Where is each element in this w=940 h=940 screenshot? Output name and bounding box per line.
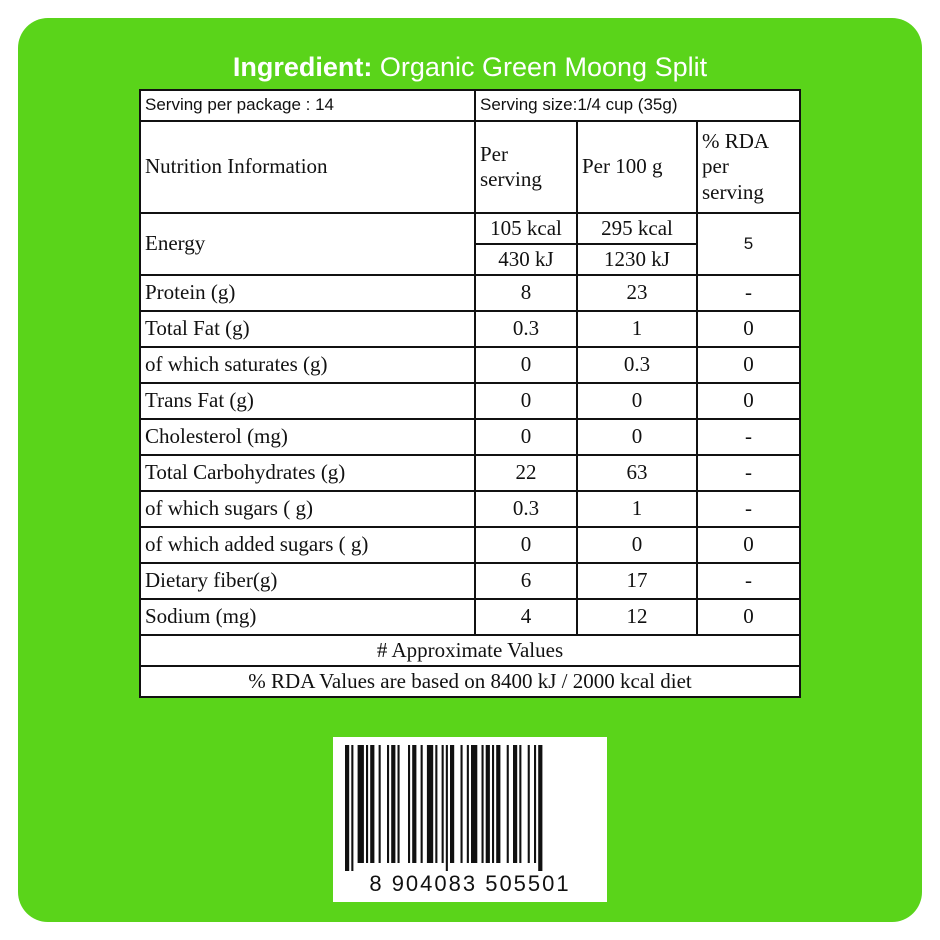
nutrient-rda: - <box>697 275 800 311</box>
barcode-bar <box>538 745 542 871</box>
nutrient-row <box>140 311 800 347</box>
nutrient-row <box>140 419 800 455</box>
nutrient-per-100g: 63 <box>577 455 697 491</box>
nutrient-per-serving: 0.3 <box>475 311 577 347</box>
nutrient-row <box>140 455 800 491</box>
barcode-bar <box>387 745 389 863</box>
nutrient-name: Trans Fat (g) <box>140 383 475 419</box>
nutrient-per-100g: 0 <box>577 419 697 455</box>
serving-per-package: Serving per package : 14 <box>140 90 475 121</box>
nutrient-per-100g: 12 <box>577 599 697 635</box>
nutrient-row <box>140 599 800 635</box>
nutrient-per-serving: 4 <box>475 599 577 635</box>
nutrient-rda: - <box>697 491 800 527</box>
nutrient-rda: 0 <box>697 527 800 563</box>
col-per-serving: Per serving <box>475 121 577 213</box>
energy-kcal-serving: 105 kcal <box>475 213 577 244</box>
energy-kj-100g: 1230 kJ <box>577 244 697 275</box>
nutrient-rda: 0 <box>697 311 800 347</box>
ingredient-heading <box>18 52 922 83</box>
nutrient-name: of which sugars ( g) <box>140 491 475 527</box>
nutrient-per-serving: 0 <box>475 383 577 419</box>
barcode-bar <box>351 745 353 871</box>
barcode-bar <box>398 745 400 863</box>
nutrient-per-100g: 0 <box>577 383 697 419</box>
barcode-bar <box>471 745 477 863</box>
nutrient-name: Cholesterol (mg) <box>140 419 475 455</box>
footnote-approx-row <box>140 635 800 666</box>
footnote-rda-row <box>140 666 800 697</box>
footnote-approx: # Approximate Values <box>140 635 800 666</box>
nutrient-per-serving: 0 <box>475 527 577 563</box>
barcode-bar <box>442 745 444 863</box>
nutrient-per-serving: 8 <box>475 275 577 311</box>
barcode-number: 8 904083 505501 <box>369 871 571 896</box>
nutrient-name: Protein (g) <box>140 275 475 311</box>
barcode-bar <box>421 745 423 863</box>
nutrient-rda: 0 <box>697 347 800 383</box>
nutrient-per-serving: 22 <box>475 455 577 491</box>
nutrient-per-serving: 0.3 <box>475 491 577 527</box>
col-nutrition-information: Nutrition Information <box>140 121 475 213</box>
footnote-rda-basis: % RDA Values are based on 8400 kJ / 2000 kcal diet <box>140 666 800 697</box>
nutrient-per-100g: 17 <box>577 563 697 599</box>
nutrient-name: of which saturates (g) <box>140 347 475 383</box>
label-card <box>18 18 922 922</box>
header-row <box>140 121 800 213</box>
nutrient-row <box>140 275 800 311</box>
barcode-bar <box>461 745 463 863</box>
nutrient-row <box>140 563 800 599</box>
barcode-bar <box>467 745 469 863</box>
nutrient-rda: 0 <box>697 383 800 419</box>
barcode-bar <box>528 745 530 863</box>
barcode-bar <box>370 745 374 863</box>
col-rda: % RDA per serving <box>697 121 800 213</box>
barcode-bar <box>486 745 490 863</box>
serving-row <box>140 90 800 121</box>
nutrition-table <box>139 89 801 698</box>
nutrient-per-serving: 0 <box>475 347 577 383</box>
energy-rda: 5 <box>697 213 800 275</box>
barcode-bar <box>492 745 494 863</box>
barcode-bar <box>534 745 536 863</box>
nutrient-rda: 0 <box>697 599 800 635</box>
energy-label: Energy <box>140 213 475 275</box>
barcode-bar <box>427 745 433 863</box>
barcode-bar <box>391 745 395 863</box>
barcode-bar <box>366 745 368 863</box>
barcode-bar <box>358 745 364 863</box>
nutrient-name: Total Carbohydrates (g) <box>140 455 475 491</box>
barcode-bar <box>450 745 454 863</box>
nutrient-per-100g: 1 <box>577 311 697 347</box>
nutrient-name: Total Fat (g) <box>140 311 475 347</box>
energy-row-kcal <box>140 213 800 244</box>
barcode-bar <box>435 745 437 863</box>
nutrient-rda: - <box>697 455 800 491</box>
nutrient-per-100g: 23 <box>577 275 697 311</box>
nutrient-row <box>140 527 800 563</box>
nutrient-row <box>140 347 800 383</box>
nutrient-per-serving: 6 <box>475 563 577 599</box>
barcode-bar <box>507 745 509 863</box>
barcode-bar <box>482 745 484 863</box>
ingredient-value: Organic Green Moong Split <box>379 52 708 82</box>
barcode-bar <box>496 745 500 863</box>
nutrient-name: Dietary fiber(g) <box>140 563 475 599</box>
serving-size: Serving size:1/4 cup (35g) <box>475 90 800 121</box>
nutrient-per-100g: 0.3 <box>577 347 697 383</box>
nutrient-per-100g: 1 <box>577 491 697 527</box>
barcode <box>333 737 607 902</box>
nutrient-row <box>140 491 800 527</box>
nutrient-name: of which added sugars ( g) <box>140 527 475 563</box>
nutrient-row <box>140 383 800 419</box>
barcode-bar <box>519 745 521 863</box>
barcode-bars <box>333 737 607 871</box>
barcode-bar <box>513 745 517 863</box>
nutrient-per-serving: 0 <box>475 419 577 455</box>
barcode-bar <box>412 745 416 863</box>
energy-kj-serving: 430 kJ <box>475 244 577 275</box>
ingredient-label: Ingredient: <box>232 52 373 82</box>
barcode-bar <box>345 745 349 871</box>
col-per-100g: Per 100 g <box>577 121 697 213</box>
nutrient-per-100g: 0 <box>577 527 697 563</box>
energy-kcal-100g: 295 kcal <box>577 213 697 244</box>
nutrient-rda: - <box>697 419 800 455</box>
barcode-bar <box>408 745 410 863</box>
barcode-bar <box>446 745 448 871</box>
barcode-bar <box>379 745 381 863</box>
nutrient-rda: - <box>697 563 800 599</box>
nutrient-name: Sodium (mg) <box>140 599 475 635</box>
